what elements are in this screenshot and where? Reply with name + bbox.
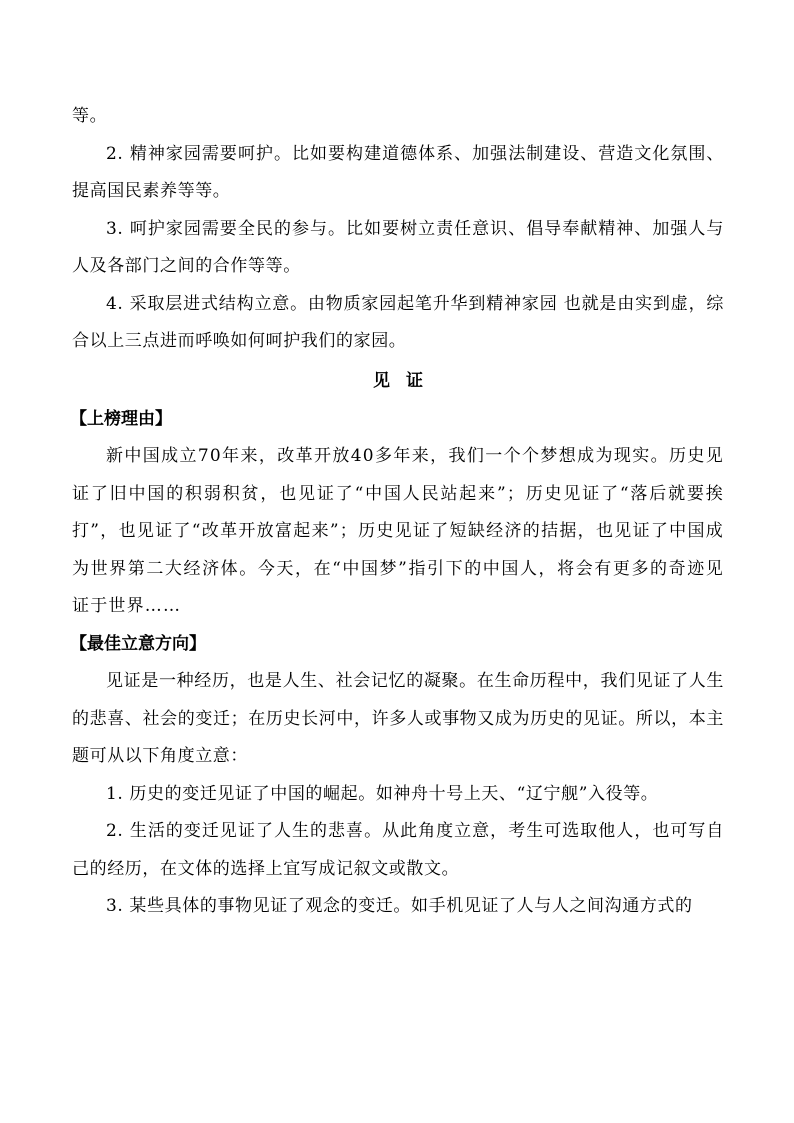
direction-intro-paragraph: 见证是一种经历，也是人生、社会记忆的凝聚。在生命历程中，我们见证了人生的悲喜、社会的变迁；在历史长河中，许多人或事物又成为历史的见证。所以，本主题可从以下角度立意： [72,671,724,766]
list-item: 2. 精神家园需要呵护。比如要构建道德体系、加强法制建设、营造文化氛围、提高国民素养等等。 [72,143,724,201]
list-item: 3. 某些具体的事物见证了观念的变迁。如手机见证了人与人之间沟通方式的 [106,896,693,916]
list-item: 2. 生活的变迁见证了人生的悲喜。从此角度立意，考生可选取他人，也可写自己的经历，在文体的选择上宜写成记叙文或散文。 [72,821,724,879]
carryover-text: 等。 [72,106,108,126]
list-item: 4. 采取层进式结构立意。由物质家园起笔升华到精神家园 也就是由实到虚，综合以上三点进而呼唤如何呵护我们的家园。 [72,293,724,351]
page-title: 见证 [373,370,439,391]
document-page [72,98,724,926]
list-item: 3. 呵护家园需要全民的参与。比如要树立责任意识、倡导奉献精神、加强人与人及各部门之间的合作等等。 [72,218,724,276]
section-heading-reason: 【上榜理由】 [70,408,172,429]
section-heading-direction: 【最佳立意方向】 [70,633,206,654]
reason-paragraph: 新中国成立70年来，改革开放40多年来，我们一个个梦想成为现实。历史见证了旧中国的积弱积贫，也见证了“中国人民站起来”；历史见证了“落后就要挨打”，也见证了“改革开放富起来”；历史见证了短缺经济的拮据，也见证了中国成为世界第二大经济体。今天，在“中国梦”指引下的中国人，将会有更多的奇迹见证于世界…… [72,446,724,616]
list-item: 1. 历史的变迁见证了中国的崛起。如神舟十号上天、“辽宁舰”入役等。 [106,783,659,804]
